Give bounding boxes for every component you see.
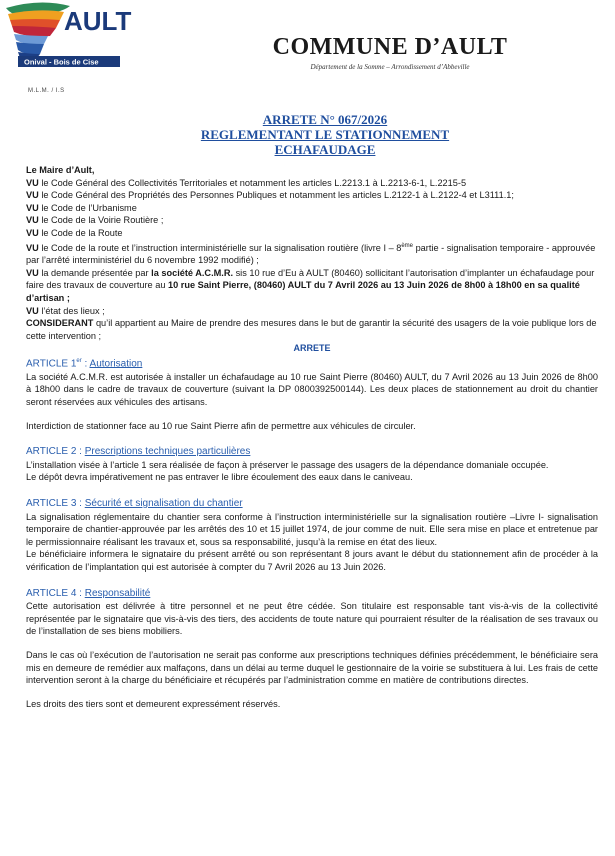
departement-line: Département de la Somme – Arrondissement d’Abbeville: [310, 63, 470, 71]
article-sep: :: [76, 587, 85, 599]
vu-sup: ème: [401, 242, 414, 249]
article-label: ARTICLE 4: [26, 587, 77, 599]
vu-label: VU: [26, 305, 39, 316]
vu-text: le Code de la Voirie Routière ;: [41, 215, 164, 226]
vu-label: VU: [26, 202, 39, 213]
vu-label: VU: [26, 242, 39, 253]
reference-initials: M.L.M. / I.S: [28, 88, 65, 94]
article-2-para-2: Le dépôt devra impérativement ne pas entraver le libre écoulement des eaux dans le caniveau.: [26, 472, 413, 483]
article-heading: Autorisation: [89, 358, 143, 370]
article-1-para-1: La société A.C.M.R. est autorisée à installer un échafaudage au 10 rue Saint Pierre (80460) AULT, du 7 Avril 2026 au 13 Juin 2026 de 8h00 à 18h00 dans le cadre de travaux de couverture (suivant la DP 0800392500144). Les deux places de stationnement au droit du chantier seront réservées aux véhicules des artisans.: [26, 371, 598, 408]
vu-label: VU: [26, 177, 39, 188]
logo-text: AULT: [64, 6, 132, 36]
article-4-para-3: Les droits des tiers sont et demeurent expressément réservés.: [26, 698, 281, 709]
considerant-label: CONSIDERANT: [26, 318, 94, 329]
vu-3: [26, 202, 598, 215]
vu-label: VU: [26, 267, 39, 278]
article-label: ARTICLE 1: [26, 358, 77, 370]
article-label: ARTICLE 3: [26, 498, 77, 510]
vu-text: l’état des lieux ;: [41, 305, 105, 316]
vu-text: la demande présentée par: [41, 267, 152, 278]
article-1-para-2: Interdiction de stationner face au 10 rue Saint Pierre afin de permettre aux véhicules de circuler.: [26, 420, 416, 431]
vu-label: VU: [26, 215, 39, 226]
article-1-title: [26, 355, 598, 371]
vu-1: [26, 177, 598, 190]
vu-5: [26, 227, 598, 240]
vu-text: le Code de la Route: [41, 227, 123, 238]
article-sup: er: [76, 357, 82, 364]
arrete-heading: ARRETE: [293, 343, 331, 354]
vu-text: le Code de la route et l’instruction interministérielle sur la signalisation routière (livre I – 8: [41, 242, 402, 253]
vu-7: [26, 267, 598, 305]
considerant-text: qu’il appartient au Maire de prendre des mesures dans le but de garantir la sécurité des usagers de la voie publique lors de cette intervention ;: [26, 318, 597, 341]
article-heading: Prescriptions techniques particulières: [84, 446, 251, 458]
article-sep: :: [81, 358, 90, 370]
maire-line: Le Maire d’Ault,: [26, 165, 95, 175]
vu-label: VU: [26, 190, 39, 201]
ault-logo: [0, 0, 132, 82]
document-body: [26, 164, 598, 710]
vu-text: le Code Général des Collectivités Territoriales et notamment les articles L.2213.1 à L.2213-6-1, L.2215-5: [41, 177, 467, 188]
article-4-para-2: Dans le cas où l’exécution de l’autorisation ne serait pas conforme aux prescriptions techniques définies précédemment, le bénéficiaire sera mis en demeure de remédier aux malfaçons, dans un délai au terme duquel le gestionnaire de la voirie se substituera à lui. Les frais de cette intervention seront à la charge du bénéficiaire et récupérés par l’administration comme en matière de contributions directes.: [26, 649, 598, 686]
vu-label: VU: [26, 227, 39, 238]
article-sep: :: [76, 498, 85, 510]
article-4-title: [26, 588, 598, 601]
vu-8: [26, 305, 598, 318]
article-heading: Sécurité et signalisation du chantier: [84, 498, 243, 510]
commune-name: COMMUNE D’AULT: [272, 34, 508, 60]
article-3-title: [26, 498, 598, 511]
work-location-dates: 10 rue Saint Pierre, (80460) AULT du 7 Avril 2026 au 13 Juin 2026 de 8h00 à 18h00 en sa qualité d’artisan ;: [26, 280, 580, 303]
article-sep: :: [76, 446, 85, 458]
vu-text-cont: partie - signalisation temporaire - approuvée par l’arrêté interministériel du 6 novembre 1992 modifié) ;: [26, 242, 596, 266]
arrete-title: [40, 112, 610, 157]
vu-text: le Code de l’Urbanisme: [41, 202, 137, 213]
arrete-subject: REGLEMENTANT LE STATIONNEMENT: [200, 127, 450, 142]
article-4-para-1: Cette autorisation est délivrée à titre personnel et ne peut être cédée. Son titulaire est responsable tant vis-à-vis de la collectivité représentée par le signataire que vis-à-vis des tiers, des accidents de toute nature qui pourraient résulter de la réalisation de ses travaux ou de l’installation de ses biens mobiliers.: [26, 601, 598, 637]
article-2-para-1: L’installation visée à l’article 1 sera réalisée de façon à préserver le passage des usagers de la dépendance domaniale occupée.: [26, 459, 549, 470]
vu-4: [26, 214, 598, 227]
article-2-title: [26, 446, 598, 459]
vu-text-cont: sis 10 rue d’Eu à AULT (80460) sollicitant l’autorisation d’implanter un échafaudage pour faire des travaux de couverture au: [26, 267, 595, 291]
arrete-subject-2: ECHAFAUDAGE: [274, 142, 376, 157]
considerant: [26, 317, 598, 342]
article-label: ARTICLE 2: [26, 446, 77, 458]
company-name: la société A.C.M.R.: [151, 267, 234, 278]
vu-2: [26, 189, 598, 202]
article-3-para-2: Le bénéficiaire informera le signataire du présent arrêté ou son représentant 8 jours avant le début du stationnement afin de procéder à la vérification de l’implantation qui est autorisée à compter du 7 Avril 2026 au 13 Juin 2026.: [26, 549, 598, 573]
logo-subtitle: Onival - Bois de Cise: [24, 57, 99, 67]
vu-6: [26, 240, 598, 267]
article-3-para-1: La signalisation réglementaire du chantier sera conforme à l’instruction interministérielle sur la signalisation routière –Livre I- signalisation temporaire de chantier-approuvée par les arrêtés des 10 et 15 juillet 1974, de jour comme de nuit. Elle sera mise en place et entretenue par le permissionnaire réalisant les travaux et, sous sa responsabilité, jusqu’à la remise en état des lieux.: [26, 511, 598, 547]
vu-text: le Code Général des Propriétés des Personnes Publiques et notamment les articles L.2122-1 à L.2122-4 et L3111.1;: [41, 190, 514, 201]
arrete-number: ARRETE N° 067/2026: [262, 112, 388, 127]
article-heading: Responsabilité: [84, 587, 151, 599]
